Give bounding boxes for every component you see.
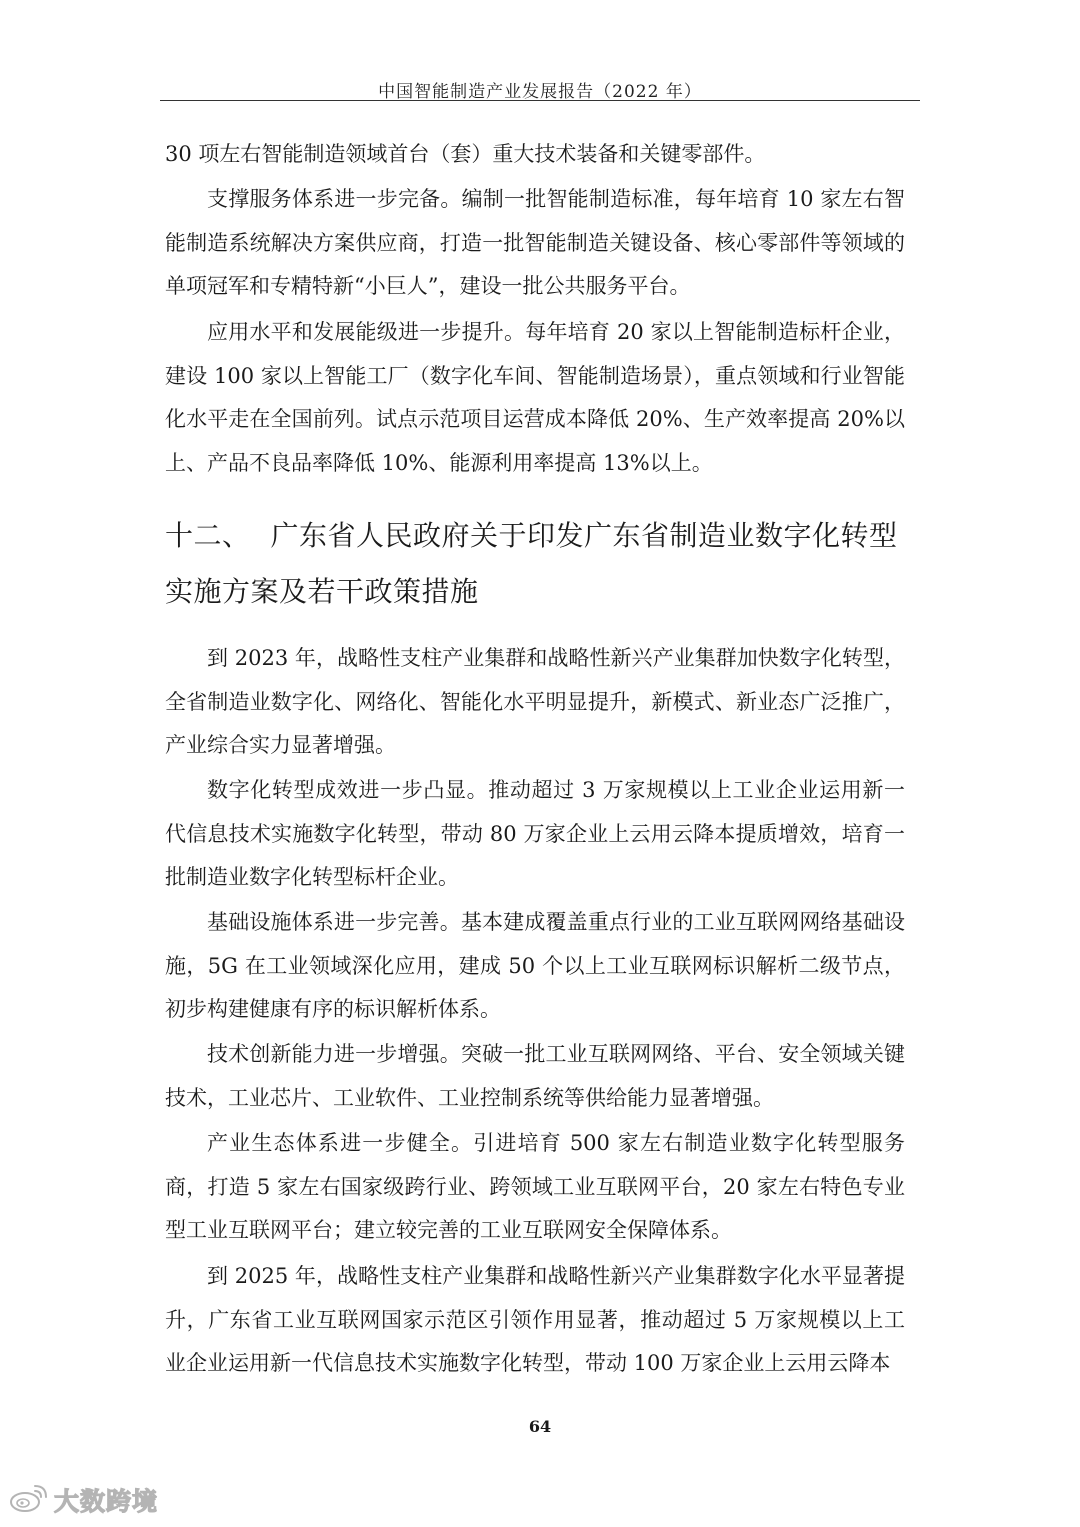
paragraph-5: 数字化转型成效进一步凸显。推动超过 3 万家规模以上工业企业运用新一代信息技术实施数字化转型，带动 80 万家企业上云用云降本提质增效，培育一批制造业数字化转型标杆企业。	[165, 778, 905, 889]
paragraph-3: 应用水平和发展能级进一步提升。每年培育 20 家以上智能制造标杆企业，建设 100 家以上智能工厂（数字化车间、智能制造场景），重点领域和行业智能化水平走在全国前列。试点示范项目运营成本降低 20%、生产效率提高 20%以上、产品不良品率降低 10%、能源利用率提高 13%以上。	[165, 320, 905, 475]
watermark-text: 大数跨境	[54, 1487, 159, 1516]
section-title: 广东省人民政府关于印发广东省制造业数字化转型实施方案及若干政策措施	[165, 519, 898, 608]
running-header-title: 中国智能制造产业发展报告（2022 年）	[378, 82, 702, 102]
page-number: 64	[528, 1417, 552, 1436]
watermark	[8, 1480, 158, 1520]
weibo-logo-icon	[8, 1482, 48, 1518]
paragraph-4: 到 2023 年，战略性支柱产业集群和战略性新兴产业集群加快数字化转型，全省制造业数字化、网络化、智能化水平明显提升，新模式、新业态广泛推广，产业综合实力显著增强。	[165, 646, 905, 757]
paragraph-7: 技术创新能力进一步增强。突破一批工业互联网网络、平台、安全领域关键技术，工业芯片、工业软件、工业控制系统等供给能力显著增强。	[165, 1042, 905, 1110]
paragraph-9: 到 2025 年，战略性支柱产业集群和战略性新兴产业集群数字化水平显著提升，广东省工业互联网国家示范区引领作用显著，推动超过 5 万家规模以上工业企业运用新一代信息技术实施数字化转型，带动 100 万家企业上云用云降本	[165, 1264, 905, 1375]
section-number: 十二、	[165, 519, 251, 552]
paragraph-8: 产业生态体系进一步健全。引进培育 500 家左右制造业数字化转型服务商，打造 5 家左右国家级跨行业、跨领域工业互联网平台，20 家左右特色专业型工业互联网平台；建立较完善的工业互联网安全保障体系。	[165, 1131, 905, 1242]
paragraph-1: 30 项左右智能制造领域首台（套）重大技术装备和关键零部件。	[165, 142, 766, 166]
header-divider	[160, 100, 920, 101]
paragraph-6: 基础设施体系进一步完善。基本建成覆盖重点行业的工业互联网网络基础设施，5G 在工业领域深化应用，建成 50 个以上工业互联网标识解析二级节点，初步构建健康有序的标识解析体系。	[165, 910, 905, 1021]
section-heading	[165, 508, 905, 620]
paragraph-2: 支撑服务体系进一步完备。编制一批智能制造标准，每年培育 10 家左右智能制造系统解决方案供应商，打造一批智能制造关键设备、核心零部件等领域的单项冠军和专精特新“小巨人”，建设一批公共服务平台。	[165, 187, 905, 298]
